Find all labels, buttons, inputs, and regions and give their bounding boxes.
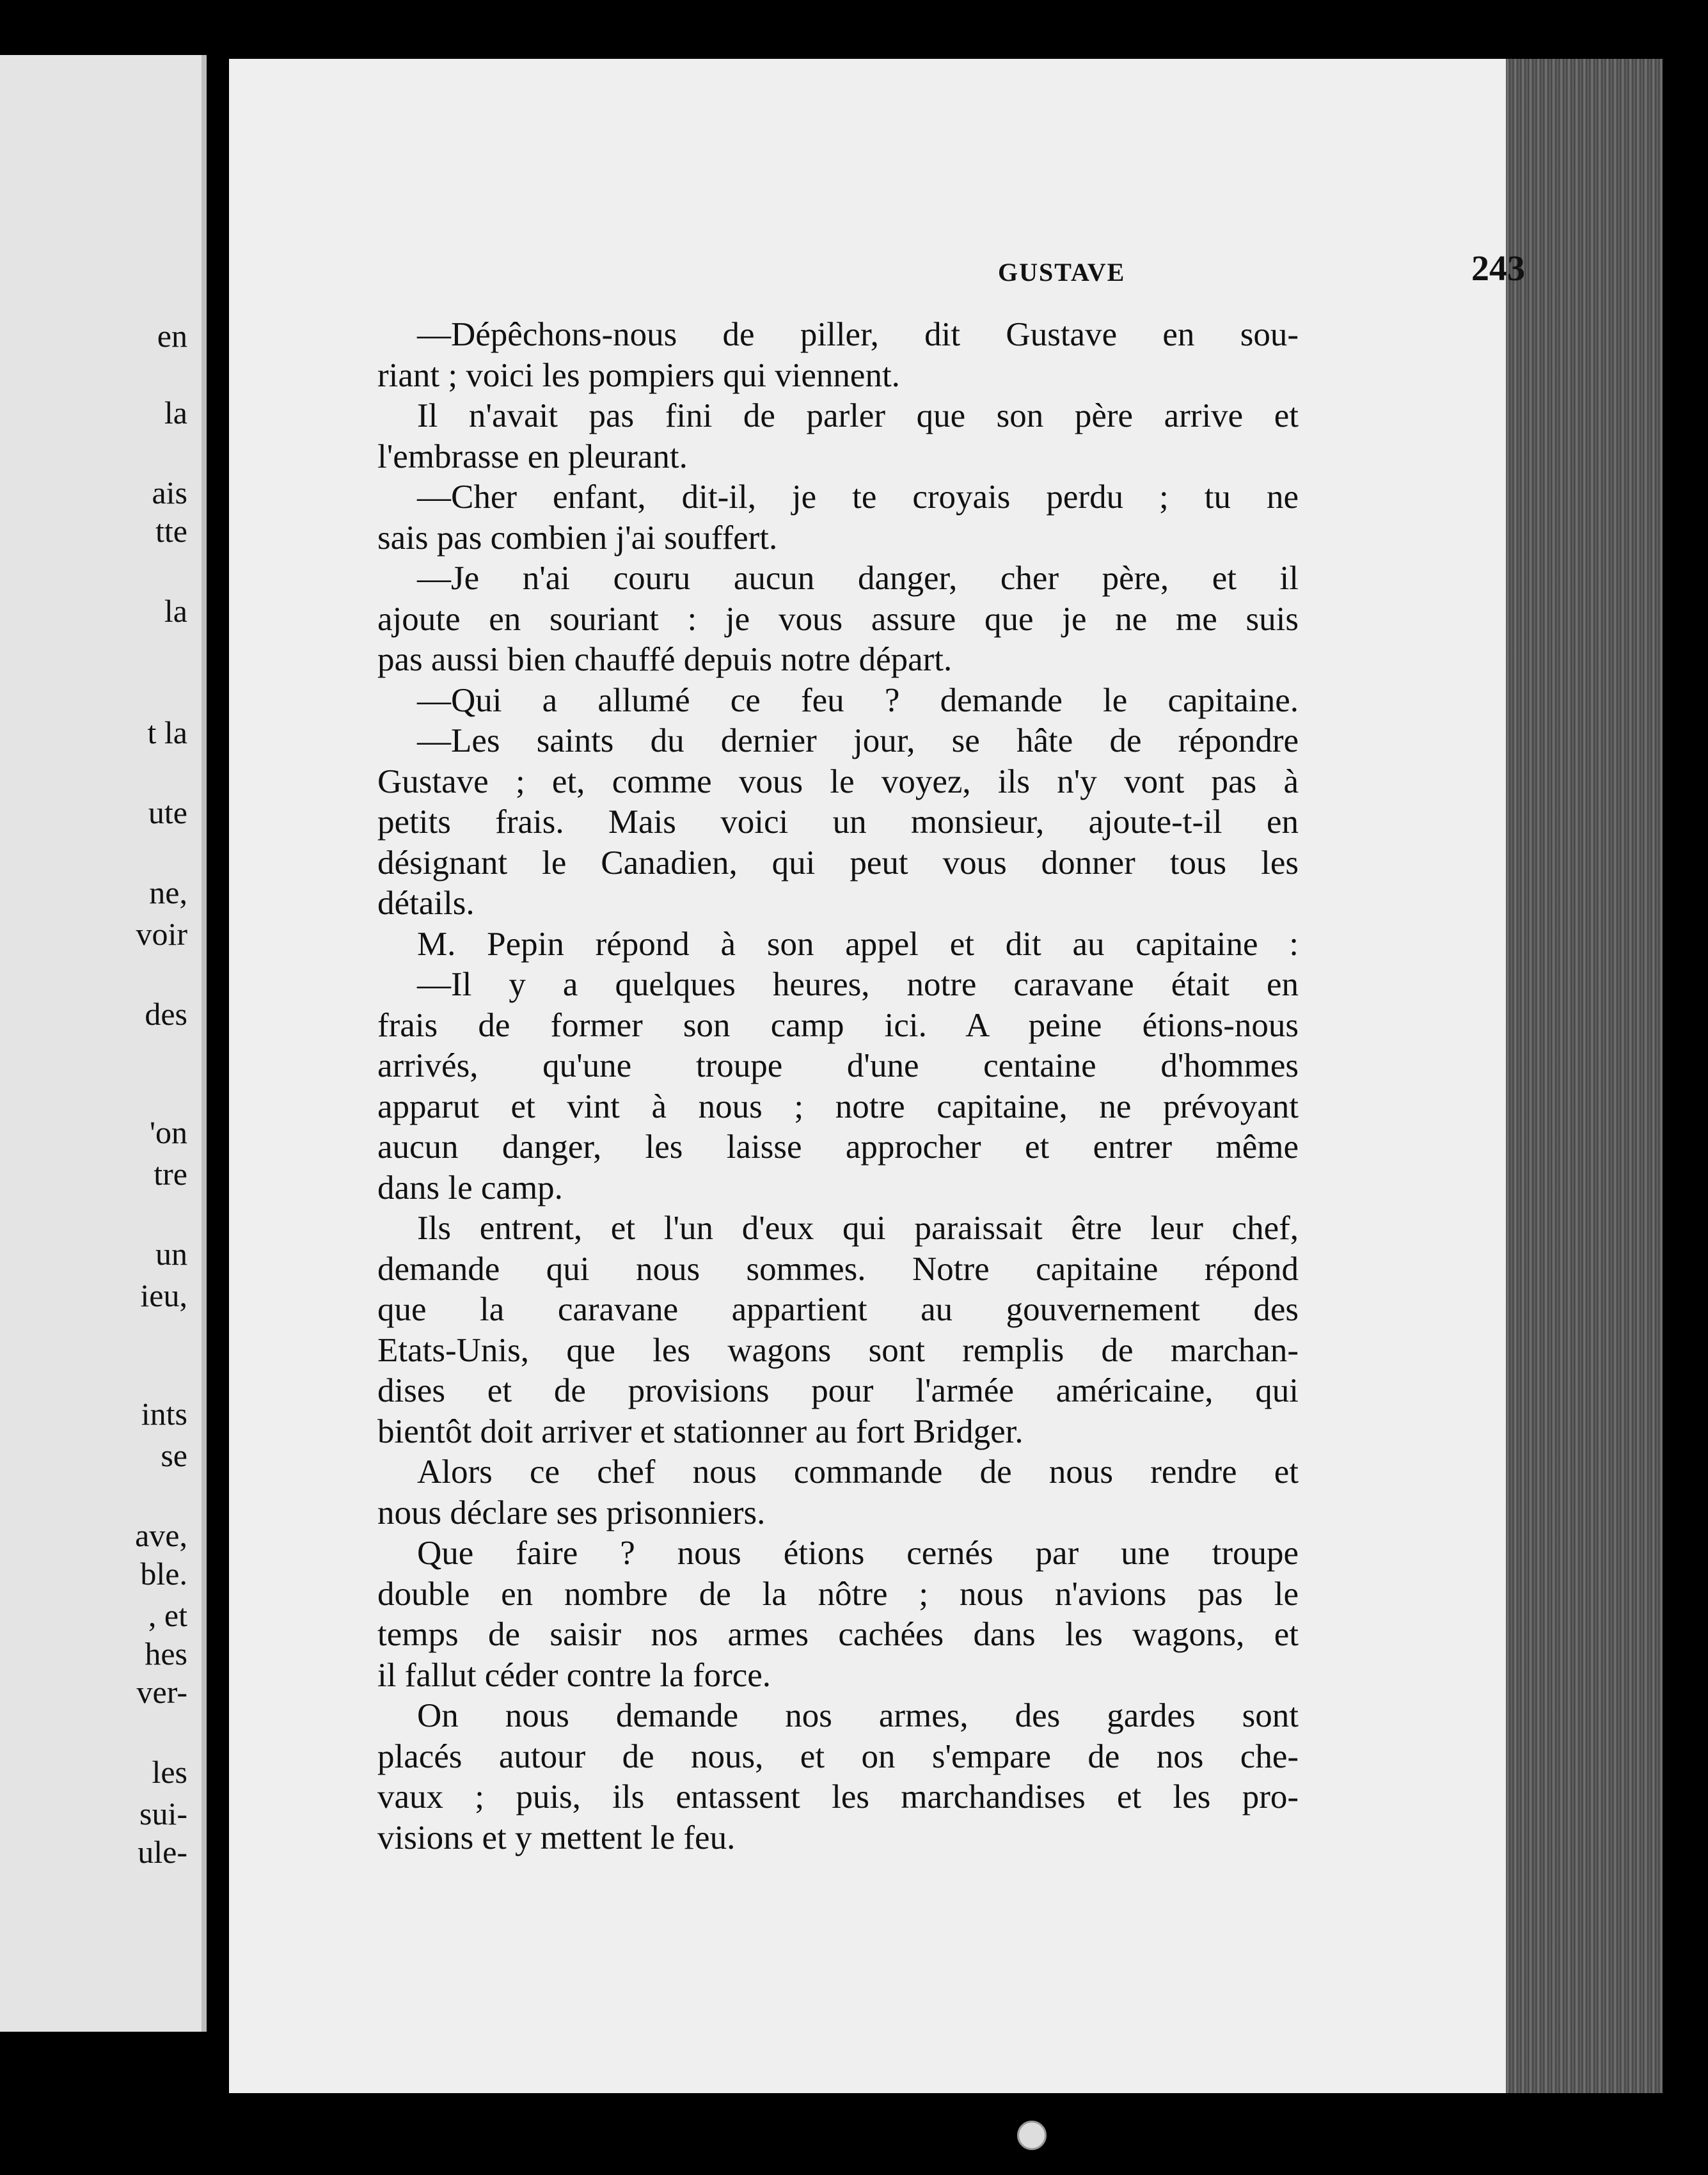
text-line: —Il y a quelques heures, notre caravane était en xyxy=(417,966,1299,1003)
left-page-fragment: la xyxy=(164,395,187,431)
book-page-edges xyxy=(1506,59,1663,2093)
left-page-fragment: des xyxy=(145,996,187,1032)
text-line: que la caravane appartient au gouvernement des xyxy=(377,1291,1299,1328)
left-page-fragment: t la xyxy=(147,715,187,750)
body-text xyxy=(377,315,1299,1858)
text-line: dises et de provisions pour l'armée américaine, qui xyxy=(377,1372,1299,1409)
text-line: arrivés, qu'une troupe d'une centaine d'hommes xyxy=(377,1047,1299,1084)
book-page xyxy=(229,59,1525,2093)
left-page-fragment: voir xyxy=(136,916,187,952)
text-line: Il n'avait pas fini de parler que son père arrive et xyxy=(417,397,1299,434)
text-line: —Dépêchons-nous de piller, dit Gustave en sou- xyxy=(417,316,1299,353)
text-line: —Je n'ai couru aucun danger, cher père, et il xyxy=(417,560,1299,597)
scan-mark-icon xyxy=(1017,2121,1047,2150)
text-line: frais de former son camp ici. A peine étions-nous xyxy=(377,1006,1299,1044)
left-page-fragment: un xyxy=(155,1236,187,1272)
text-line: Etats-Unis, que les wagons sont remplis de marchan- xyxy=(377,1331,1299,1369)
text-line: nous déclare ses prisonniers. xyxy=(377,1494,766,1531)
text-line: bientôt doit arriver et stationner au fort Bridger. xyxy=(377,1412,1024,1450)
text-line: double en nombre de la nôtre ; nous n'avions pas le xyxy=(377,1575,1299,1613)
left-page-fragment: tte xyxy=(155,513,187,549)
text-line: M. Pepin répond à son appel et dit au capitaine : xyxy=(417,925,1299,963)
running-title: GUSTAVE xyxy=(998,258,1126,287)
text-line: pas aussi bien chauffé depuis notre départ. xyxy=(377,641,953,678)
page-number: 243 xyxy=(1471,249,1525,289)
left-page-fragment: se xyxy=(161,1437,187,1473)
left-page-fragment: hes xyxy=(145,1636,187,1672)
text-line: temps de saisir nos armes cachées dans les wagons, et xyxy=(377,1616,1299,1653)
text-line: il fallut céder contre la force. xyxy=(377,1656,771,1694)
text-line: Gustave ; et, comme vous le voyez, ils n'y vont pas à xyxy=(377,763,1299,800)
left-page-fragment: en xyxy=(157,318,187,354)
left-page-fragment: ver- xyxy=(136,1674,187,1710)
text-line: détails. xyxy=(377,885,475,922)
left-page-fragment: ave, xyxy=(135,1517,187,1553)
left-page-fragment: ne, xyxy=(149,874,187,910)
text-line: vaux ; puis, ils entassent les marchandises et les pro- xyxy=(377,1778,1299,1815)
left-page-fragment: , et xyxy=(148,1597,187,1633)
text-line: sais pas combien j'ai souffert. xyxy=(377,519,778,557)
left-page-fragment: ule- xyxy=(138,1834,187,1870)
text-line: aucun danger, les laisse approcher et entrer même xyxy=(377,1128,1299,1166)
text-line: visions et y mettent le feu. xyxy=(377,1819,736,1856)
text-line: apparut et vint à nous ; notre capitaine, ne prévoyant xyxy=(377,1088,1299,1125)
left-page-fragment: sui- xyxy=(139,1796,187,1831)
left-page-fragment: ints xyxy=(141,1396,187,1432)
page-header xyxy=(377,251,1529,296)
left-page-fragment: ble. xyxy=(140,1556,187,1592)
text-line: petits frais. Mais voici un monsieur, ajoute-t-il en xyxy=(377,803,1299,841)
left-page-fragment: ute xyxy=(148,795,187,830)
text-line: désignant le Canadien, qui peut vous donner tous les xyxy=(377,844,1299,882)
text-line: —Qui a allumé ce feu ? demande le capitaine. xyxy=(417,681,1299,719)
left-page-fragment: ais xyxy=(152,475,187,510)
text-line: Ils entrent, et l'un d'eux qui paraissait être leur chef, xyxy=(417,1210,1299,1247)
previous-page xyxy=(0,55,207,2032)
left-page-fragment: les xyxy=(152,1754,187,1790)
text-line: On nous demande nos armes, des gardes sont xyxy=(417,1697,1299,1734)
left-page-fragment: ieu, xyxy=(140,1277,187,1313)
text-line: ajoute en souriant : je vous assure que je ne me suis xyxy=(377,600,1299,638)
left-page-fragment: tre xyxy=(154,1156,187,1192)
text-line: l'embrasse en pleurant. xyxy=(377,438,688,475)
text-line: —Cher enfant, dit-il, je te croyais perdu ; tu ne xyxy=(417,478,1299,516)
text-line: dans le camp. xyxy=(377,1169,563,1206)
text-line: Que faire ? nous étions cernés par une troupe xyxy=(417,1535,1299,1572)
text-line: —Les saints du dernier jour, se hâte de répondre xyxy=(417,722,1299,759)
left-page-fragment: la xyxy=(164,593,187,629)
left-page-fragment: 'on xyxy=(149,1114,187,1150)
text-line: placés autour de nous, et on s'empare de nos che- xyxy=(377,1737,1299,1775)
text-line: demande qui nous sommes. Notre capitaine répond xyxy=(377,1250,1299,1288)
text-line: Alors ce chef nous commande de nous rendre et xyxy=(417,1453,1299,1491)
text-line: riant ; voici les pompiers qui viennent. xyxy=(377,356,900,394)
